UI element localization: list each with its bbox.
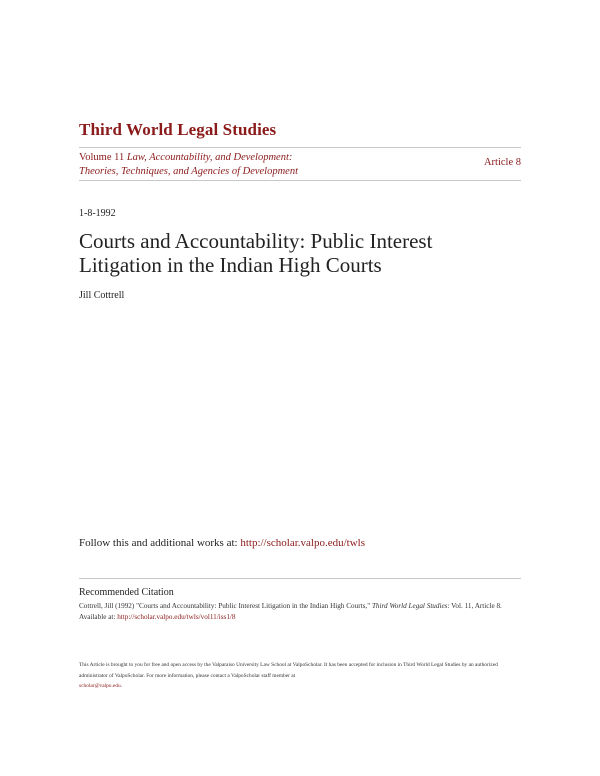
citation-journal: Third World Legal Studies xyxy=(371,602,448,610)
footer-end: . xyxy=(120,683,122,689)
footer-text: This Article is brought to you for free and open access by the Valparaiso University Law School at ValpoScholar. It has been accepted for inclusion in Third World Legal Studies by an authorized administrator of ValpoScholar. For more information, please contact a ValpoScholar staff member at xyxy=(79,662,498,679)
header-divider-bottom xyxy=(79,180,521,181)
article-title-line2: Litigation in the Indian High Courts xyxy=(79,253,382,277)
follow-link[interactable]: http://scholar.valpo.edu/twls xyxy=(240,537,365,549)
footer-email-link[interactable]: scholar@valpo.edu xyxy=(79,683,121,689)
volume-title-line2: Theories, Techniques, and Agencies of Development xyxy=(79,165,299,177)
follow-text: Follow this and additional works at: xyxy=(79,537,238,549)
journal-title[interactable]: Third World Legal Studies xyxy=(79,120,277,139)
citation-volume: : Vol. 11, Article 8. xyxy=(447,602,502,610)
article-title-line1: Courts and Accountability: Public Interest xyxy=(79,229,433,253)
volume-title-line1: Law, Accountability, and Development: xyxy=(126,152,293,163)
follow-line xyxy=(79,537,365,549)
author-name: Jill Cottrell xyxy=(79,290,125,301)
publication-date: 1-8-1992 xyxy=(79,208,116,219)
article-number[interactable]: Article 8 xyxy=(483,157,521,168)
article-title xyxy=(79,229,529,277)
volume-info[interactable] xyxy=(79,151,459,178)
footer-note xyxy=(79,660,524,692)
available-link[interactable]: http://scholar.valpo.edu/twls/vol11/iss1/8 xyxy=(117,612,236,621)
available-label: Available at: xyxy=(79,612,116,621)
header-divider-top xyxy=(79,147,521,148)
citation-divider xyxy=(79,578,521,579)
volume-label: Volume 11 xyxy=(79,152,125,163)
recommended-citation-heading: Recommended Citation xyxy=(79,587,174,598)
citation-block xyxy=(79,601,524,622)
citation-text: Cottrell, Jill (1992) "Courts and Accountability: Public Interest Litigation in the Indian High Courts," xyxy=(79,602,371,610)
